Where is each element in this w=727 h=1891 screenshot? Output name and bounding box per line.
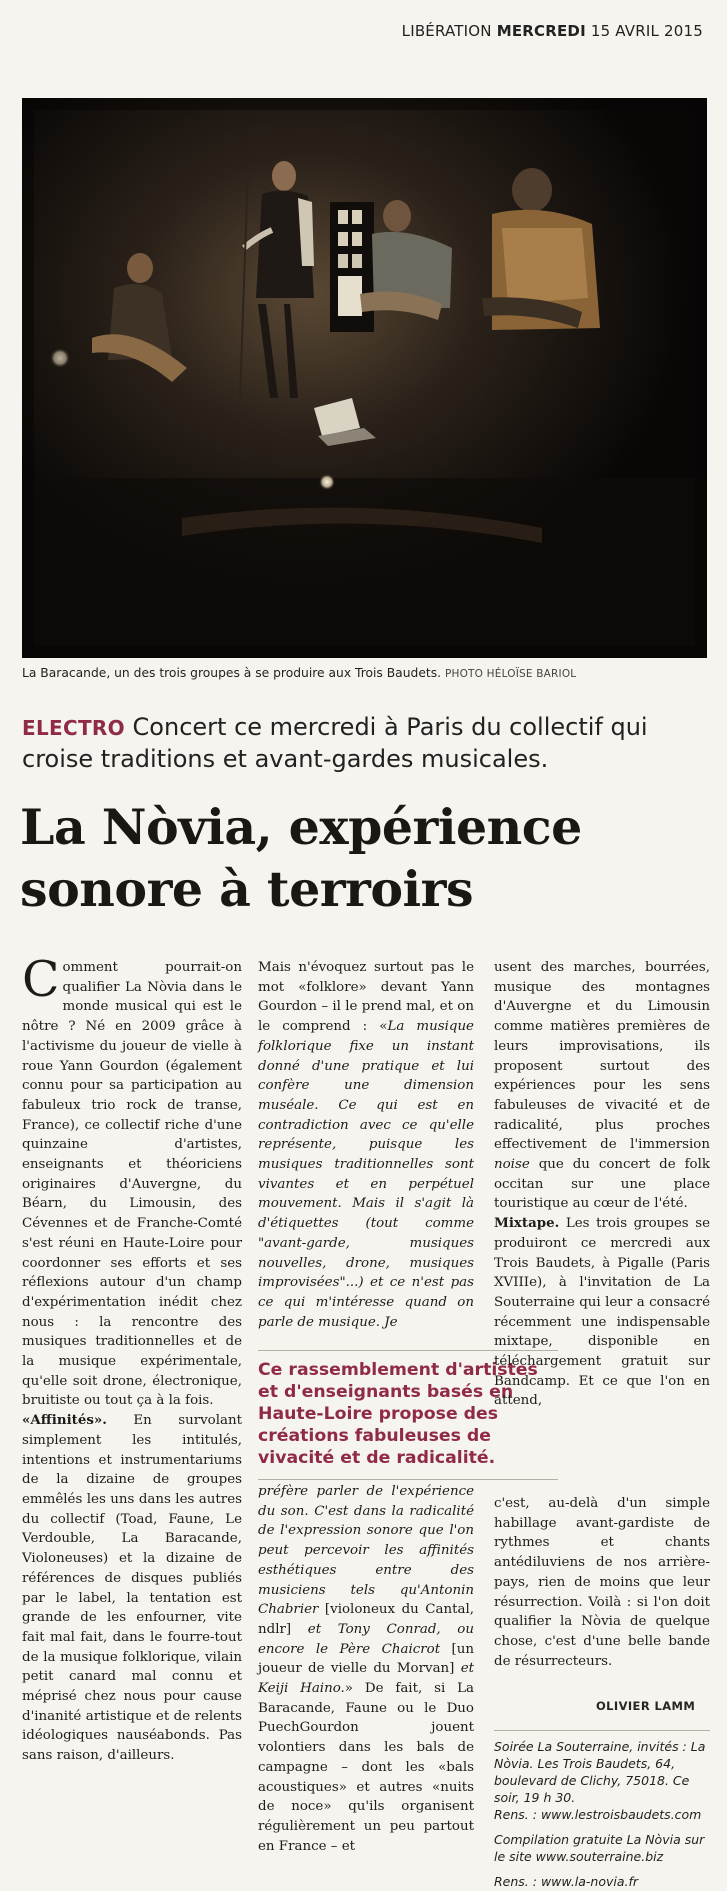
col1-lead: «Affinités». — [22, 1412, 107, 1429]
column-3-continued — [494, 1494, 710, 1671]
col3-lead: Mixtape. — [494, 1215, 560, 1232]
masthead-paper: LIBÉRATION — [401, 22, 492, 40]
column-2-continued — [258, 1482, 474, 1856]
col1-p2-text: En survolant simplement les intitulés, intentions et instrumentariums de la dizaine de groupes emmêlés les uns dans les autres du collectif (Toad, Faune, Le Verdouble, La Baracande, Violoneuses) et la dizaine de références de disques publiés par le label, la tentation est grande de les enfourner, vite fait mal fait, dans le fourre-tout de la musique folklorique, vilain petit canard mal connu et méprisé chez nous pour cause d'inanité artistique et de relents idéologiques nauséabonds. Pas sans raison, d'ailleurs. — [22, 1413, 242, 1764]
kicker-text: Concert ce mercredi à Paris du collectif qui croise traditions et avant-gardes musicales. — [22, 713, 648, 773]
photo-credit: PHOTO HÉLOÏSE BARIOL — [444, 668, 577, 680]
headline: La Nòvia, expérience sonore à terroirs — [20, 798, 582, 918]
info-spacer — [494, 1823, 710, 1831]
masthead-date: 15 AVRIL 2015 — [590, 22, 703, 40]
column-2 — [258, 958, 474, 1332]
col1-p1-text: omment pourrait-on qualifier La Nòvia dans le monde musical qui est le nôtre ? Né en 2009 grâce à l'activisme du joueur de vielle à roue Yann Gourdon (également connu pour sa participation au fabuleux trio rock de transe, France), ce collectif riche d'une quinzaine d'artistes, enseignants et théoriciens originaires d'Auvergne, du Béarn, du Limousin, des Cévennes et de Franche-Comté s'est réuni en Haute-Loire pour coordonner ses efforts et ses réflexions autour d'un champ d'expérimentation inédit chez nous : la rencontre des musiques traditionnelles et de la musique expérimentale, qu'elle soit drone, électronique, bruitiste ou tout ça à la fois. — [22, 960, 242, 1409]
col3-p2-text: Les trois groupes se produiront ce mercredi aux Trois Baudets, à Pigalle (Paris XVIIIe), à l'invitation de La Souterraine qui leur a consacré récemment une indispensable mixtape, disponible en téléchargement gratuit sur Bandcamp. Et ce que l'on en attend, — [494, 1216, 710, 1409]
drop-cap: C — [22, 951, 60, 1008]
masthead-day: MERCREDI — [496, 22, 586, 40]
photo-caption — [22, 666, 712, 680]
pull-quote: Ce rassemblement d'artistes et d'enseignants basés en Haute-Loire propose des créations fabuleuses de vivacité et de radicalité. — [258, 1350, 558, 1480]
info-spacer-2 — [494, 1865, 710, 1873]
col3-p1b: que du concert de folk occitan sur une place touristique au cœur de l'été. — [494, 1157, 710, 1212]
column-3 — [494, 958, 710, 1411]
col2b-p2-text: » De fait, si La Baracande, Faune ou le Duo PuechGourdon jouent volontiers dans les bals de campagne – dont les «bals acoustiques» et autres «nuits de noce» qu'ils organisent régulièrement un peu partout en France – et — [258, 1681, 474, 1854]
col2b-paragraph — [258, 1482, 474, 1856]
col2-quote: La musique folklorique fixe un instant donné d'une pratique et lui confère une dimension muséale. Ce qui est en contradiction avec ce qu'elle représente, puisque les musiques traditionnelles sont vivantes et en perpétuel mouvement. Mais il s'agit là d'étiquettes (tout comme "avant-garde, musiques nouvelles, drone, musiques improvisées"...) et ce n'est pas ce qui m'intéresse quand on parle de musique. Je — [258, 1019, 474, 1330]
photo-caption-text: La Baracande, un des trois groupes à se produire aux Trois Baudets. — [22, 666, 442, 680]
info-novia-url: Rens. : www.la-novia.fr — [494, 1874, 639, 1889]
column-1 — [22, 951, 242, 1766]
concert-photo — [22, 98, 707, 658]
author-signature: OLIVIER LAMM — [596, 1699, 696, 1713]
col3-p1a: usent des marches, bourrées, musique des montagnes d'Auvergne et du Limousin comme matières premières de leurs improvisations, ils proposent surtout des expériences pour les sens fabuleuses de vivacité et de radicalité, plus proches effectivement de l'immersion — [494, 960, 710, 1153]
kicker — [22, 712, 712, 775]
col3-p1-italic: noise — [494, 1157, 530, 1173]
concert-photo-illustration — [22, 98, 707, 658]
col2b-bracket-1: [violoneux du Cantal, ndlr] — [258, 1602, 474, 1637]
masthead — [402, 22, 703, 40]
col2-paragraph — [258, 958, 474, 1332]
col2b-quote-3: et Keiji Haino. — [258, 1661, 474, 1697]
col1-paragraph-2 — [22, 1411, 242, 1766]
col2-p1-text: Mais n'évoquez surtout pas le mot «folklore» devant Yann Gourdon – il le prend mal, et on le comprend : « — [258, 960, 474, 1035]
col3-paragraph-1 — [494, 958, 710, 1214]
col3-paragraph-2 — [494, 1214, 710, 1411]
col2b-quote-1: préfère parler de l'expérience du son. C'est dans la radicalité de l'expression sonore que l'on peut percevoir les affinités esthétiques entre des musiciens tels qu'Antonin Chabrier — [258, 1484, 474, 1618]
info-venue-url: Rens. : www.lestroisbaudets.com — [494, 1807, 702, 1822]
info-event: Soirée La Souterraine, invités : La Nòvia. Les Trois Baudets, 64, boulevard de Clichy, 75018. Ce soir, 19 h 30. — [494, 1739, 706, 1805]
col2b-bracket-2: [un joueur de vielle du Morvan] — [258, 1641, 474, 1677]
col2b-quote-2: et Tony Conrad, ou encore le Père Chaicrot — [258, 1621, 474, 1657]
section-tag: ELECTRO — [22, 716, 125, 740]
practical-info — [494, 1730, 710, 1890]
info-compilation: Compilation gratuite La Nòvia sur le site www.souterraine.biz — [494, 1832, 705, 1864]
col3b-paragraph: c'est, au-delà d'un simple habillage avant-gardiste de rythmes et chants antédiluviens de nos arrière-pays, rien de moins que leur résurrection. Voilà : si l'on doit qualifier la Nòvia de quelque chose, c'est d'une belle bande de résurrecteurs. — [494, 1496, 710, 1669]
col1-paragraph-1 — [22, 951, 242, 1411]
